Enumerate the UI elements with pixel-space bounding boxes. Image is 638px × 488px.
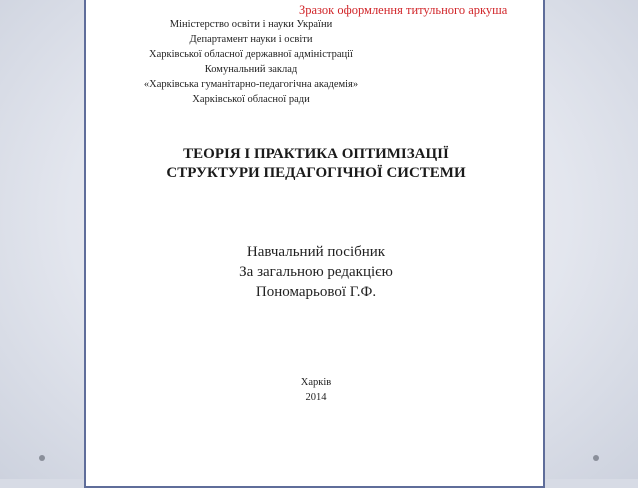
publication-city: Харків — [300, 377, 332, 388]
subtitle-line: За загальною редакцією — [239, 264, 393, 280]
document-title — [86, 145, 546, 183]
org-line: Харківської обласної ради — [192, 94, 310, 105]
subtitle-line: Пономарьової Г.Ф. — [255, 284, 377, 300]
organization-block — [86, 17, 416, 107]
title-line: СТРУКТУРИ ПЕДАГОГІЧНОЇ СИСТЕМИ — [166, 165, 466, 181]
document-subtitle — [86, 242, 546, 302]
title-line: ТЕОРІЯ І ПРАКТИКА ОПТИМІЗАЦІЇ — [183, 146, 449, 162]
bullet-dot-left — [39, 455, 45, 461]
org-line: Міністерство освіти і науки України — [169, 19, 333, 30]
bullet-dot-right — [593, 455, 599, 461]
publication-info — [86, 375, 546, 405]
org-line: Комунальний заклад — [204, 64, 298, 75]
title-page — [84, 0, 545, 488]
org-line: Департамент науки і освіти — [189, 34, 313, 45]
subtitle-line: Навчальний посібник — [246, 244, 386, 260]
sample-note: Зразок оформлення титульного аркуша — [299, 3, 508, 17]
publication-year: 2014 — [305, 392, 327, 403]
org-line: Харківської обласної державної адміністрації — [149, 49, 353, 60]
org-line: «Харківська гуманітарно-педагогічна академія» — [143, 79, 359, 90]
